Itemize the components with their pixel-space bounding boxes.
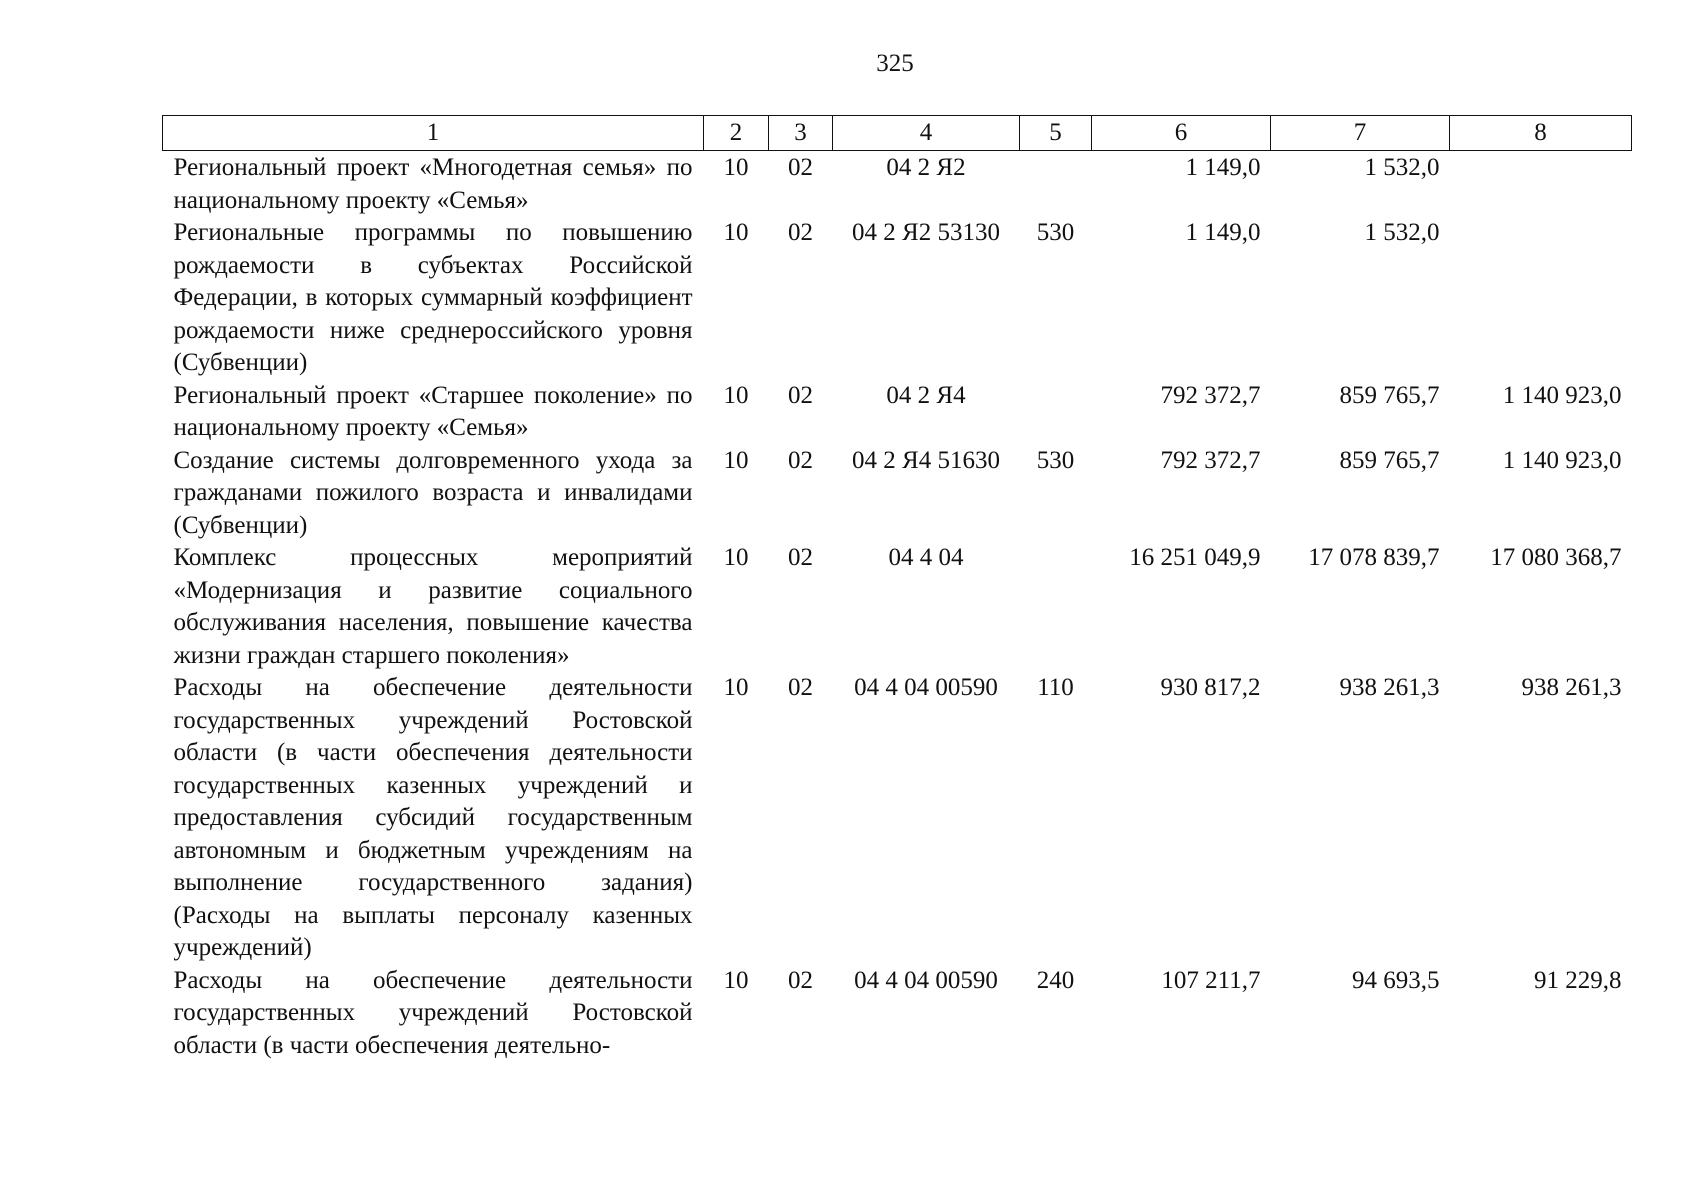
target-article-code: 04 4 04 00590: [854, 966, 998, 994]
expense-type-code: [1020, 380, 1092, 445]
amount-col-6: 1 149,0: [1185, 219, 1261, 246]
header-cell: 8: [1450, 116, 1632, 151]
amount-col-8: 17 080 368,7: [1490, 544, 1622, 571]
amount-col-7: 17 078 839,7: [1308, 544, 1440, 571]
subsection-code: 02: [788, 154, 813, 181]
header-cell: 4: [833, 116, 1020, 151]
amount-col-7: 1 532,0: [1364, 154, 1440, 181]
table-row: [163, 445, 1632, 543]
amount-col-6: 1 149,0: [1185, 154, 1261, 181]
row-name: Комплекс процессных мероприятий «Модернизация и развитие социального обслуживания населения, повышение качества жизни граждан старшего поколения»: [173, 544, 693, 669]
header-cell: 7: [1271, 116, 1450, 151]
amount-col-6: 107 211,7: [1161, 966, 1261, 994]
amount-col-8: [1450, 151, 1632, 218]
amount-col-8: 1 140 923,0: [1502, 446, 1622, 474]
row-name: Региональный проект «Старшее поколение» по национальному проекту «Семья»: [173, 381, 693, 441]
subsection-code: 02: [788, 219, 813, 246]
amount-col-6: 792 372,7: [1160, 446, 1261, 474]
expense-type-code: 110: [1037, 674, 1074, 701]
section-code: 10: [723, 154, 749, 181]
section-code: 10: [723, 544, 749, 571]
column-number-header-row: [163, 116, 1632, 151]
section-code: 10: [723, 446, 749, 474]
target-article-code: 04 2 Я2 53130: [852, 219, 1000, 246]
expense-type-code: [1020, 542, 1092, 672]
section-code: 10: [723, 674, 749, 701]
header-cell: 3: [769, 116, 833, 151]
subsection-code: 02: [788, 446, 813, 474]
amount-col-7: 938 261,3: [1339, 674, 1440, 701]
section-code: 10: [723, 966, 749, 994]
amount-col-7: 859 765,7: [1339, 381, 1440, 409]
amount-col-8: 938 261,3: [1521, 674, 1622, 701]
subsection-code: 02: [788, 966, 813, 994]
row-name: Расходы на обеспечение деятельности государственных учреждений Ростовской области (в части обеспечения деятельности государственных казенных учреждений и предоставления субсидий государственным автономным и бюджетным учреждениям на выполнение государственного задания) (Расходы на выплаты персоналу казенных учреждений): [173, 674, 693, 961]
subsection-code: 02: [788, 381, 813, 409]
subsection-code: 02: [788, 674, 813, 701]
expense-type-code: [1020, 151, 1092, 218]
header-cell: 2: [704, 116, 769, 151]
table-row: [163, 217, 1632, 380]
amount-col-7: 1 532,0: [1364, 219, 1440, 246]
section-code: 10: [723, 381, 749, 409]
row-name: Расходы на обеспечение деятельности государственных учреждений Ростовской области (в части обеспечения деятельно-: [173, 966, 693, 1059]
table-row: [163, 965, 1632, 1063]
amount-col-8: [1450, 217, 1632, 380]
expense-type-code: 530: [1036, 219, 1075, 246]
table-row: [163, 380, 1632, 445]
header-cell: 1: [163, 116, 704, 151]
amount-col-8: 91 229,8: [1534, 966, 1622, 994]
budget-table: [162, 115, 1632, 1062]
table-row: [163, 542, 1632, 672]
table-row: [163, 151, 1632, 218]
table-row: [163, 672, 1632, 965]
row-name: Создание системы долговременного ухода за гражданами пожилого возраста и инвалидами (Субвенции): [173, 446, 693, 539]
target-article-code: 04 2 Я4 51630: [852, 446, 1000, 474]
target-article-code: 04 2 Я2: [886, 154, 966, 181]
amount-col-6: 930 817,2: [1160, 674, 1261, 701]
row-name: Региональный проект «Многодетная семья» по национальному проекту «Семья»: [173, 154, 693, 214]
header-cell: 5: [1020, 116, 1092, 151]
page-number: 325: [876, 50, 914, 77]
amount-col-7: 859 765,7: [1339, 446, 1440, 474]
amount-col-6: 16 251 049,9: [1129, 544, 1261, 571]
subsection-code: 02: [788, 544, 813, 571]
row-name: Региональные программы по повышению рождаемости в субъектах Российской Федерации, в которых суммарный коэффициент рождаемости ниже среднероссийского уровня (Субвенции): [173, 219, 693, 376]
target-article-code: 04 4 04: [888, 544, 964, 571]
amount-col-6: 792 372,7: [1160, 381, 1261, 409]
amount-col-7: 94 693,5: [1352, 966, 1440, 994]
expense-type-code: 530: [1036, 446, 1075, 474]
expense-type-code: 240: [1036, 966, 1075, 994]
amount-col-8: 1 140 923,0: [1502, 381, 1622, 409]
section-code: 10: [723, 219, 749, 246]
target-article-code: 04 2 Я4: [886, 381, 966, 409]
target-article-code: 04 4 04 00590: [854, 674, 998, 701]
header-cell: 6: [1092, 116, 1271, 151]
